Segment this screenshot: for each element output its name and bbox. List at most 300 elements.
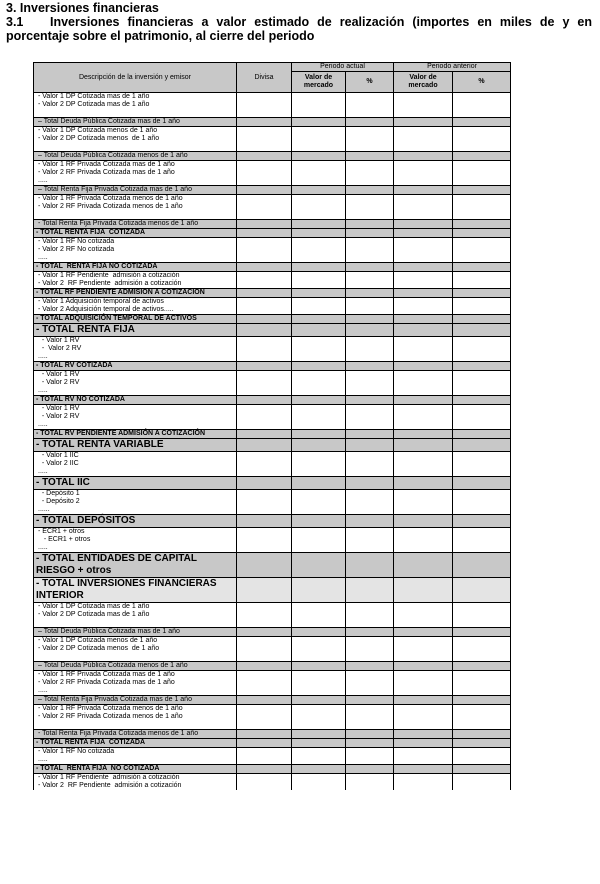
row-description <box>34 289 237 298</box>
row-value-cell <box>292 93 346 118</box>
table-row <box>34 603 511 628</box>
row-value-cell <box>394 371 453 396</box>
row-value-cell <box>346 315 394 324</box>
row-value-cell <box>453 477 511 490</box>
row-text: - Valor 1 RV <box>38 337 80 344</box>
row-description <box>34 238 237 263</box>
row-description <box>34 774 237 791</box>
row-value-cell <box>394 662 453 671</box>
table-total-row <box>34 662 511 671</box>
row-value-cell <box>237 774 292 791</box>
row-description <box>34 195 237 220</box>
row-value-cell <box>237 161 292 186</box>
row-text: ..... <box>38 687 48 694</box>
col-header-pct-previous: % <box>453 72 511 93</box>
row-value-cell <box>394 272 453 289</box>
row-value-cell <box>394 452 453 477</box>
row-value-cell <box>453 528 511 553</box>
row-text <box>38 619 236 627</box>
row-value-cell <box>394 439 453 452</box>
row-text: - Valor 2 DP Cotizada mas de 1 año <box>38 101 150 108</box>
subsection-number: 3.1 <box>6 15 24 29</box>
row-value-cell <box>237 748 292 765</box>
row-text: – Total Renta Fija Privada Cotizada mas de 1 año <box>38 696 192 703</box>
row-value-cell <box>237 152 292 161</box>
row-text: - Valor 1 RF No cotizada <box>38 748 115 755</box>
row-value-cell <box>292 186 346 195</box>
row-value-cell <box>453 298 511 315</box>
row-value-cell <box>394 774 453 791</box>
row-text: - Valor 2 DP Cotizada menos de 1 año <box>38 645 160 652</box>
row-value-cell <box>237 263 292 272</box>
row-value-cell <box>292 705 346 730</box>
row-value-cell <box>346 439 394 452</box>
row-value-cell <box>346 272 394 289</box>
row-description <box>34 603 237 628</box>
row-text: - Valor 1 RF Privada Cotizada menos de 1 año <box>38 705 183 712</box>
row-value-cell <box>292 195 346 220</box>
row-value-cell <box>453 439 511 452</box>
row-value-cell <box>292 289 346 298</box>
row-value-cell <box>394 730 453 739</box>
row-value-cell <box>453 578 511 603</box>
row-text: - Depósito 2 <box>38 498 80 505</box>
table-total-row <box>34 396 511 405</box>
row-text: - Valor 1 DP Cotizada menos de 1 año <box>38 637 158 644</box>
table-total-row <box>34 439 511 452</box>
row-value-cell <box>292 477 346 490</box>
row-value-cell <box>453 93 511 118</box>
row-text: - TOTAL INVERSIONES FINANCIERAS INTERIOR <box>36 578 217 601</box>
row-text: – Total Deuda Pública Cotizada mas de 1 año <box>38 628 180 635</box>
row-text <box>38 109 236 117</box>
row-value-cell <box>453 161 511 186</box>
row-description <box>34 628 237 637</box>
row-value-cell <box>453 671 511 696</box>
row-value-cell <box>237 324 292 337</box>
row-description <box>34 662 237 671</box>
row-value-cell <box>394 671 453 696</box>
row-value-cell <box>453 748 511 765</box>
table-total-row <box>34 263 511 272</box>
row-value-cell <box>394 315 453 324</box>
row-text: - Valor 1 RF Pendiente admisión a cotización <box>38 272 180 279</box>
table-row <box>34 490 511 515</box>
row-value-cell <box>237 528 292 553</box>
row-value-cell <box>346 452 394 477</box>
row-value-cell <box>292 603 346 628</box>
row-description <box>34 161 237 186</box>
row-text: - TOTAL RENTA FIJA NO COTIZADA <box>36 765 160 772</box>
row-description <box>34 430 237 439</box>
row-text: - TOTAL RENTA FIJA COTIZADA <box>36 739 146 746</box>
row-description <box>34 696 237 705</box>
row-value-cell <box>237 628 292 637</box>
row-value-cell <box>292 315 346 324</box>
row-value-cell <box>237 118 292 127</box>
row-value-cell <box>292 405 346 430</box>
row-value-cell <box>453 490 511 515</box>
row-value-cell <box>292 371 346 396</box>
table-row <box>34 337 511 362</box>
row-value-cell <box>237 477 292 490</box>
row-value-cell <box>453 765 511 774</box>
row-value-cell <box>346 430 394 439</box>
row-value-cell <box>346 238 394 263</box>
row-value-cell <box>292 430 346 439</box>
table-total-row <box>34 477 511 490</box>
row-value-cell <box>237 337 292 362</box>
row-value-cell <box>237 553 292 578</box>
row-value-cell <box>394 553 453 578</box>
row-value-cell <box>237 371 292 396</box>
row-value-cell <box>394 93 453 118</box>
row-text <box>38 721 236 729</box>
row-value-cell <box>292 452 346 477</box>
row-value-cell <box>237 662 292 671</box>
row-value-cell <box>237 186 292 195</box>
table-total-row <box>34 578 511 603</box>
row-value-cell <box>292 515 346 528</box>
row-value-cell <box>453 603 511 628</box>
row-text: - Valor 1 RV <box>38 371 80 378</box>
row-value-cell <box>292 553 346 578</box>
row-description <box>34 439 237 452</box>
table-total-row <box>34 324 511 337</box>
row-value-cell <box>453 405 511 430</box>
row-description <box>34 337 237 362</box>
row-value-cell <box>237 93 292 118</box>
row-value-cell <box>453 229 511 238</box>
col-header-market-value-current: Valor de mercado <box>292 72 346 93</box>
row-description <box>34 490 237 515</box>
row-value-cell <box>292 127 346 152</box>
row-value-cell <box>292 490 346 515</box>
row-value-cell <box>346 705 394 730</box>
row-text: ..... <box>38 353 48 360</box>
row-value-cell <box>346 748 394 765</box>
row-text: - TOTAL ENTIDADES DE CAPITAL RIESGO + otros <box>36 553 197 576</box>
row-value-cell <box>453 272 511 289</box>
row-value-cell <box>237 195 292 220</box>
row-value-cell <box>394 238 453 263</box>
row-value-cell <box>394 430 453 439</box>
row-text: - Valor 2 RF Privada Cotizada menos de 1 año <box>38 203 183 210</box>
row-value-cell <box>394 186 453 195</box>
row-text <box>38 143 236 151</box>
row-value-cell <box>453 696 511 705</box>
row-value-cell <box>292 662 346 671</box>
row-text: - Valor 1 Adquisición temporal de activos <box>38 298 164 305</box>
row-value-cell <box>237 127 292 152</box>
row-value-cell <box>394 477 453 490</box>
row-value-cell <box>237 490 292 515</box>
row-text: - Valor 1 RF Privada Cotizada mas de 1 año <box>38 161 175 168</box>
table-total-row <box>34 229 511 238</box>
table-row <box>34 127 511 152</box>
table-total-row <box>34 739 511 748</box>
row-value-cell <box>346 774 394 791</box>
table-row <box>34 705 511 730</box>
row-value-cell <box>394 362 453 371</box>
table-total-row <box>34 152 511 161</box>
row-value-cell <box>292 748 346 765</box>
row-value-cell <box>292 730 346 739</box>
row-value-cell <box>346 730 394 739</box>
row-value-cell <box>292 272 346 289</box>
row-value-cell <box>346 553 394 578</box>
row-value-cell <box>394 748 453 765</box>
row-text: – Total Deuda Pública Cotizada menos de 1 año <box>38 152 188 159</box>
row-value-cell <box>346 229 394 238</box>
row-value-cell <box>394 337 453 362</box>
table-row <box>34 238 511 263</box>
row-value-cell <box>237 405 292 430</box>
row-value-cell <box>453 774 511 791</box>
row-value-cell <box>346 220 394 229</box>
row-text: - Valor 1 DP Cotizada mas de 1 año <box>38 93 150 100</box>
row-value-cell <box>237 272 292 289</box>
row-description <box>34 477 237 490</box>
row-description <box>34 220 237 229</box>
row-value-cell <box>292 263 346 272</box>
row-value-cell <box>453 186 511 195</box>
row-value-cell <box>346 603 394 628</box>
col-header-pct-current: % <box>346 72 394 93</box>
row-description <box>34 315 237 324</box>
table-row <box>34 195 511 220</box>
row-value-cell <box>453 263 511 272</box>
row-value-cell <box>346 578 394 603</box>
row-text: - Valor 1 DP Cotizada mas de 1 año <box>38 603 150 610</box>
row-value-cell <box>453 430 511 439</box>
row-value-cell <box>292 774 346 791</box>
row-text: - TOTAL IIC <box>36 477 90 488</box>
table-total-row <box>34 186 511 195</box>
table-total-row <box>34 765 511 774</box>
row-text: ..... <box>38 468 48 475</box>
row-value-cell <box>453 396 511 405</box>
table-total-row <box>34 628 511 637</box>
table-total-row <box>34 696 511 705</box>
row-value-cell <box>292 628 346 637</box>
row-value-cell <box>453 705 511 730</box>
row-text: - Valor 2 RF Pendiente admisión a cotización <box>38 280 182 287</box>
row-text: ..... <box>38 177 48 184</box>
row-value-cell <box>292 152 346 161</box>
row-value-cell <box>394 118 453 127</box>
row-value-cell <box>394 195 453 220</box>
row-value-cell <box>292 298 346 315</box>
table-total-row <box>34 315 511 324</box>
table-total-row <box>34 220 511 229</box>
table-row <box>34 298 511 315</box>
row-value-cell <box>237 578 292 603</box>
row-value-cell <box>453 152 511 161</box>
row-value-cell <box>237 515 292 528</box>
row-value-cell <box>394 229 453 238</box>
row-value-cell <box>237 739 292 748</box>
row-text: - Valor 1 RF Privada Cotizada menos de 1 año <box>38 195 183 202</box>
row-value-cell <box>394 490 453 515</box>
row-value-cell <box>394 739 453 748</box>
row-value-cell <box>346 628 394 637</box>
table-row <box>34 748 511 765</box>
subsection-heading <box>6 15 592 43</box>
row-value-cell <box>346 696 394 705</box>
row-value-cell <box>453 637 511 662</box>
table-row <box>34 671 511 696</box>
row-value-cell <box>453 127 511 152</box>
row-text: – Total Renta Fija Privada Cotizada mas de 1 año <box>38 186 192 193</box>
row-text: - Valor 2 RF Privada Cotizada menos de 1 año <box>38 713 183 720</box>
row-text: - TOTAL RENTA FIJA COTIZADA <box>36 229 146 236</box>
row-text: – Total Deuda Pública Cotizada mas de 1 año <box>38 118 180 125</box>
row-description <box>34 396 237 405</box>
row-value-cell <box>453 515 511 528</box>
table-total-row <box>34 118 511 127</box>
row-value-cell <box>346 662 394 671</box>
row-description <box>34 748 237 765</box>
row-value-cell <box>346 186 394 195</box>
table-total-row <box>34 289 511 298</box>
table-total-row <box>34 430 511 439</box>
row-value-cell <box>292 362 346 371</box>
row-value-cell <box>237 362 292 371</box>
row-text: - Valor 2 RV <box>38 345 82 352</box>
row-text: – Total Deuda Pública Cotizada menos de 1 año <box>38 662 188 669</box>
row-value-cell <box>346 362 394 371</box>
row-description <box>34 298 237 315</box>
row-text: - TOTAL RV COTIZADA <box>36 362 113 369</box>
row-text: - TOTAL RV NO COTIZADA <box>36 396 125 403</box>
row-description <box>34 528 237 553</box>
row-text: ..... <box>38 254 48 261</box>
row-value-cell <box>292 238 346 263</box>
row-value-cell <box>346 93 394 118</box>
investments-table <box>33 62 511 790</box>
row-value-cell <box>237 289 292 298</box>
row-value-cell <box>237 637 292 662</box>
row-value-cell <box>394 289 453 298</box>
row-text: - Valor 2 RF Pendiente admisión a cotización <box>38 782 182 789</box>
row-value-cell <box>292 696 346 705</box>
row-text: - Valor 1 RV <box>38 405 80 412</box>
row-text: - TOTAL RENTA FIJA NO COTIZADA <box>36 263 158 270</box>
row-description <box>34 127 237 152</box>
row-value-cell <box>346 195 394 220</box>
row-value-cell <box>394 515 453 528</box>
row-value-cell <box>292 229 346 238</box>
row-value-cell <box>453 662 511 671</box>
row-value-cell <box>453 238 511 263</box>
table-row <box>34 272 511 289</box>
table-body <box>34 93 511 791</box>
row-description <box>34 452 237 477</box>
table-row <box>34 774 511 791</box>
row-value-cell <box>346 289 394 298</box>
row-value-cell <box>394 324 453 337</box>
row-value-cell <box>346 405 394 430</box>
row-text: - ECR1 + otros <box>38 528 85 535</box>
row-value-cell <box>292 118 346 127</box>
row-value-cell <box>292 578 346 603</box>
subsection-title: Inversiones financieras a valor estimado de realización (importes en miles de y en porcentaje sobre el patrimonio, al cierre del periodo <box>6 15 592 43</box>
row-value-cell <box>453 289 511 298</box>
col-header-description: Descripción de la inversión y emisor <box>34 63 237 93</box>
row-value-cell <box>346 152 394 161</box>
row-description <box>34 515 237 528</box>
row-value-cell <box>292 765 346 774</box>
table-row <box>34 93 511 118</box>
row-text: ..... <box>38 387 48 394</box>
row-value-cell <box>346 371 394 396</box>
row-value-cell <box>394 765 453 774</box>
row-value-cell <box>292 161 346 186</box>
row-value-cell <box>394 298 453 315</box>
row-text: - Valor 2 RV <box>38 413 80 420</box>
row-text: - Valor 1 DP Cotizada menos de 1 año <box>38 127 158 134</box>
row-value-cell <box>292 220 346 229</box>
row-text: - TOTAL DEPÓSITOS <box>36 515 136 526</box>
row-description <box>34 152 237 161</box>
row-value-cell <box>237 315 292 324</box>
row-description <box>34 93 237 118</box>
row-value-cell <box>237 439 292 452</box>
row-value-cell <box>237 220 292 229</box>
row-value-cell <box>394 578 453 603</box>
row-text: - Valor 2 Adquisición temporal de activos..... <box>38 306 174 313</box>
row-description <box>34 739 237 748</box>
table-total-row <box>34 362 511 371</box>
row-text: - Valor 1 RF Privada Cotizada mas de 1 año <box>38 671 175 678</box>
row-text <box>38 211 236 219</box>
row-value-cell <box>292 337 346 362</box>
row-value-cell <box>237 430 292 439</box>
row-value-cell <box>237 298 292 315</box>
row-value-cell <box>394 696 453 705</box>
table-row <box>34 405 511 430</box>
row-value-cell <box>292 739 346 748</box>
row-text: ...... <box>38 506 50 513</box>
row-value-cell <box>346 263 394 272</box>
row-value-cell <box>394 603 453 628</box>
row-value-cell <box>394 220 453 229</box>
row-value-cell <box>453 553 511 578</box>
row-value-cell <box>346 765 394 774</box>
row-value-cell <box>453 362 511 371</box>
row-text: - Valor 2 IIC <box>38 460 79 467</box>
row-value-cell <box>346 324 394 337</box>
row-value-cell <box>237 396 292 405</box>
row-value-cell <box>346 515 394 528</box>
row-value-cell <box>453 730 511 739</box>
row-value-cell <box>237 603 292 628</box>
col-header-market-value-previous: Valor de mercado <box>394 72 453 93</box>
row-text: - ECR1 + otros <box>38 536 91 543</box>
row-value-cell <box>346 490 394 515</box>
row-value-cell <box>237 730 292 739</box>
row-description <box>34 578 237 603</box>
table-row <box>34 637 511 662</box>
row-text: - Valor 2 RV <box>38 379 80 386</box>
row-description <box>34 765 237 774</box>
row-description <box>34 118 237 127</box>
row-value-cell <box>453 118 511 127</box>
row-text: - Valor 1 RF No cotizada <box>38 238 115 245</box>
table-total-row <box>34 553 511 578</box>
row-text: - TOTAL RENTA FIJA <box>36 324 135 335</box>
